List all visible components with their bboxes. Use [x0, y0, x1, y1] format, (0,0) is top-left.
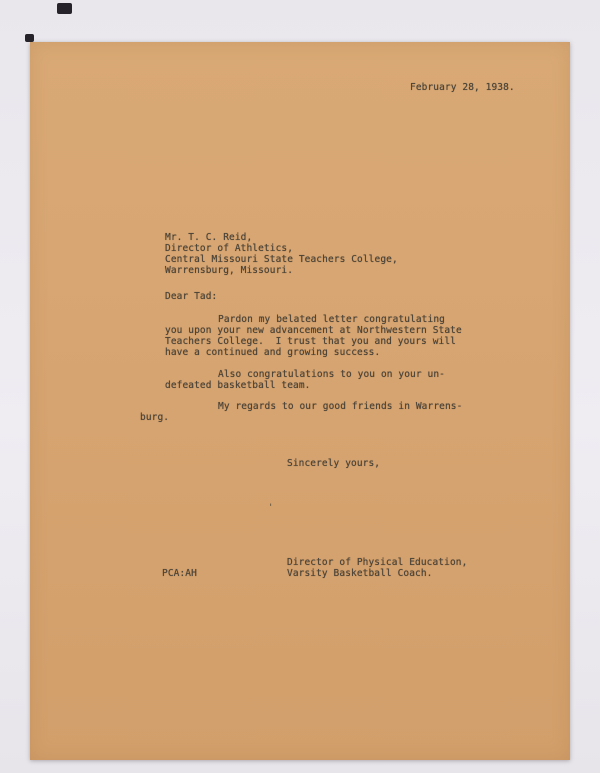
signature-title-line: Varsity Basketball Coach.: [287, 568, 433, 579]
salutation-line: Dear Tad:: [165, 291, 218, 302]
body-line: burg.: [140, 412, 170, 423]
scan-artifact-mark: [25, 34, 34, 42]
body-line: My regards to our good friends in Warrens-: [218, 401, 463, 412]
body-line: Teachers College. I trust that you and yours will: [165, 336, 456, 347]
stray-ink-mark: ': [268, 503, 274, 513]
body-line: you upon your new advancement at Northwestern State: [165, 325, 462, 336]
signature-title-line: Director of Physical Education,: [287, 557, 468, 568]
recipient-title-line: Director of Athletics,: [165, 243, 294, 254]
recipient-name-line: Mr. T. C. Reid,: [165, 232, 253, 243]
body-line: defeated basketball team.: [165, 380, 311, 391]
body-line: have a continued and growing success.: [165, 347, 381, 358]
scan-artifact-mark: [57, 3, 72, 14]
recipient-institution-line: Central Missouri State Teachers College,: [165, 254, 398, 265]
closing-line: Sincerely yours,: [287, 458, 381, 469]
reference-initials: PCA:AH: [162, 568, 197, 579]
body-line: Also congratulations to you on your un-: [218, 369, 445, 380]
date-line: February 28, 1938.: [410, 82, 515, 93]
recipient-city-line: Warrensburg, Missouri.: [165, 265, 294, 276]
body-line: Pardon my belated letter congratulating: [218, 314, 445, 325]
